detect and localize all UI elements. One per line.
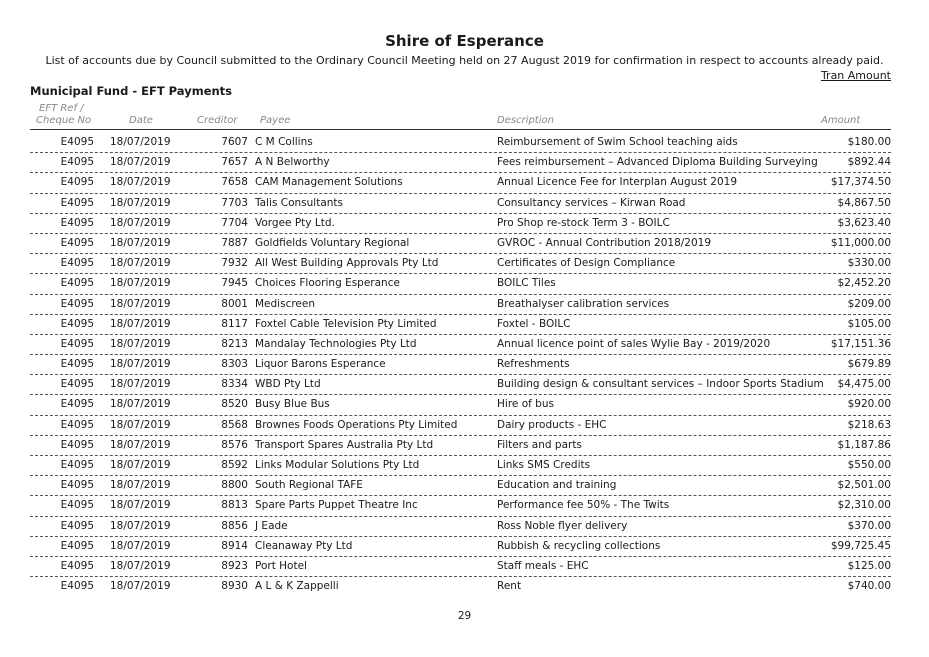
amount-cell: $370.00: [847, 519, 891, 532]
eft-ref-cell: E4095: [60, 398, 94, 411]
creditor-cell: 8800: [221, 479, 248, 492]
table-row: [30, 456, 891, 476]
payee-cell: Foxtel Cable Television Pty Limited: [255, 317, 437, 330]
payee-cell: C M Collins: [255, 136, 313, 148]
creditor-cell: 7932: [221, 257, 248, 270]
description-cell: Links SMS Credits: [497, 459, 591, 471]
creditor-cell: 8334: [221, 378, 248, 391]
description-cell: Annual Licence Fee for Interplan August 2019: [497, 176, 738, 189]
date-cell: 18/07/2019: [110, 297, 171, 310]
date-cell: 18/07/2019: [110, 559, 171, 572]
eft-ref-cell: E4095: [60, 337, 94, 350]
column-header-description: Description: [497, 115, 554, 126]
document-subtitle: List of accounts due by Council submitted to the Ordinary Council Meeting held on 27 August 2019 for confirmation in respect to accounts already paid.: [45, 54, 884, 67]
section-title: Municipal Fund - EFT Payments: [30, 84, 233, 98]
date-cell: 18/07/2019: [110, 236, 171, 249]
eft-ref-cell: E4095: [60, 539, 94, 552]
payee-cell: J Eade: [255, 519, 288, 532]
column-header-payee: Payee: [260, 115, 291, 126]
payee-cell: Liquor Barons Esperance: [255, 358, 386, 371]
amount-cell: $218.63: [847, 418, 891, 431]
payee-cell: CAM Management Solutions: [255, 176, 403, 189]
eft-ref-cell: E4095: [60, 479, 94, 492]
eft-ref-cell: E4095: [60, 236, 94, 249]
eft-ref-cell: E4095: [60, 216, 94, 229]
date-cell: 18/07/2019: [110, 418, 171, 431]
description-cell: Breathalyser calibration services: [497, 297, 670, 310]
eft-ref-cell: E4095: [60, 358, 94, 371]
date-cell: 18/07/2019: [110, 580, 171, 593]
description-cell: Certificates of Design Compliance: [497, 257, 676, 270]
date-cell: 18/07/2019: [110, 337, 171, 350]
amount-cell: $125.00: [847, 559, 891, 572]
table-row: [30, 577, 891, 597]
date-cell: 18/07/2019: [110, 539, 171, 552]
description-cell: GVROC - Annual Contribution 2018/2019: [497, 236, 712, 249]
table-row: [30, 476, 891, 496]
payee-cell: Brownes Foods Operations Pty Limited: [255, 418, 458, 431]
table-row: [30, 496, 891, 516]
description-cell: Dairy products - EHC: [497, 418, 607, 431]
creditor-cell: 8856: [221, 519, 248, 532]
amount-cell: $920.00: [847, 398, 891, 411]
description-cell: Consultancy services – Kirwan Road: [497, 196, 686, 209]
creditor-cell: 8520: [221, 398, 248, 411]
eft-ref-cell: E4095: [60, 580, 94, 593]
eft-ref-cell: E4095: [60, 459, 94, 471]
creditor-cell: 7607: [221, 136, 248, 148]
date-cell: 18/07/2019: [110, 378, 171, 391]
payee-cell: A L & K Zappelli: [255, 580, 339, 593]
date-cell: 18/07/2019: [110, 196, 171, 209]
table-row: [30, 295, 891, 315]
description-cell: Fees reimbursement – Advanced Diploma Building Surveying: [497, 156, 818, 169]
table-row: [30, 517, 891, 537]
payments-table: [30, 133, 891, 597]
creditor-cell: 8576: [221, 438, 248, 451]
creditor-cell: 8213: [221, 337, 248, 350]
description-cell: Annual licence point of sales Wylie Bay - 2019/2020: [497, 337, 771, 350]
tran-amount-heading: Tran Amount: [820, 69, 891, 82]
amount-cell: $209.00: [847, 297, 891, 310]
description-cell: Refreshments: [497, 358, 570, 371]
amount-cell: $740.00: [847, 580, 891, 593]
table-row: [30, 173, 891, 193]
column-header-ref-line1: EFT Ref /: [39, 103, 84, 114]
amount-cell: $1,187.86: [837, 438, 891, 451]
payee-cell: Talis Consultants: [255, 196, 343, 209]
amount-cell: $892.44: [847, 156, 891, 169]
creditor-cell: 8914: [221, 539, 248, 552]
amount-cell: $679.89: [847, 358, 891, 371]
eft-ref-cell: E4095: [60, 176, 94, 189]
creditor-cell: 7887: [221, 236, 248, 249]
description-cell: Building design & consultant services – Indoor Sports Stadium: [497, 378, 824, 391]
table-row: [30, 416, 891, 436]
date-cell: 18/07/2019: [110, 438, 171, 451]
amount-cell: $17,151.36: [830, 337, 891, 350]
column-header-ref-line2: Cheque No: [36, 115, 92, 126]
eft-ref-cell: E4095: [60, 257, 94, 270]
description-cell: Filters and parts: [497, 438, 582, 451]
payee-cell: South Regional TAFE: [255, 479, 363, 492]
amount-cell: $550.00: [847, 459, 891, 471]
description-cell: Staff meals - EHC: [497, 559, 589, 572]
table-row: [30, 214, 891, 234]
creditor-cell: 8568: [221, 418, 248, 431]
eft-ref-cell: E4095: [60, 499, 94, 512]
date-cell: 18/07/2019: [110, 136, 171, 148]
date-cell: 18/07/2019: [110, 257, 171, 270]
payee-cell: A N Belworthy: [255, 156, 330, 169]
creditor-cell: 8592: [221, 459, 248, 471]
creditor-cell: 8117: [221, 317, 248, 330]
date-cell: 18/07/2019: [110, 156, 171, 169]
description-cell: Rubbish & recycling collections: [497, 539, 661, 552]
creditor-cell: 8303: [221, 358, 248, 371]
eft-ref-cell: E4095: [60, 156, 94, 169]
description-cell: Reimbursement of Swim School teaching aids: [497, 136, 738, 148]
amount-cell: $2,501.00: [837, 479, 891, 492]
description-cell: Ross Noble flyer delivery: [497, 519, 628, 532]
table-row: [30, 375, 891, 395]
date-cell: 18/07/2019: [110, 176, 171, 189]
payee-cell: Busy Blue Bus: [255, 398, 330, 411]
table-row: [30, 254, 891, 274]
eft-ref-cell: E4095: [60, 378, 94, 391]
page-number: 29: [457, 610, 472, 622]
payee-cell: Mandalay Technologies Pty Ltd: [255, 337, 417, 350]
payee-cell: All West Building Approvals Pty Ltd: [255, 257, 439, 270]
description-cell: Pro Shop re-stock Term 3 - BOILC: [497, 216, 670, 229]
payee-cell: Spare Parts Puppet Theatre Inc: [255, 499, 418, 512]
date-cell: 18/07/2019: [110, 459, 171, 471]
amount-cell: $17,374.50: [830, 176, 891, 189]
amount-cell: $2,452.20: [837, 277, 891, 290]
eft-ref-cell: E4095: [60, 438, 94, 451]
description-cell: BOILC Tiles: [497, 277, 556, 290]
header-rule: [30, 129, 891, 130]
table-row: [30, 395, 891, 415]
payee-cell: Transport Spares Australia Pty Ltd: [255, 438, 434, 451]
eft-ref-cell: E4095: [60, 297, 94, 310]
eft-ref-cell: E4095: [60, 418, 94, 431]
date-cell: 18/07/2019: [110, 216, 171, 229]
date-cell: 18/07/2019: [110, 479, 171, 492]
eft-ref-cell: E4095: [60, 559, 94, 572]
amount-cell: $330.00: [847, 257, 891, 270]
payee-cell: Links Modular Solutions Pty Ltd: [255, 459, 420, 471]
date-cell: 18/07/2019: [110, 499, 171, 512]
description-cell: Education and training: [497, 479, 617, 492]
creditor-cell: 8923: [221, 559, 248, 572]
creditor-cell: 8001: [221, 297, 248, 310]
table-row: [30, 537, 891, 557]
payee-cell: Vorgee Pty Ltd.: [255, 216, 335, 229]
amount-cell: $4,475.00: [837, 378, 891, 391]
date-cell: 18/07/2019: [110, 398, 171, 411]
creditor-cell: 7704: [221, 216, 248, 229]
table-row: [30, 436, 891, 456]
table-row: [30, 133, 891, 153]
amount-cell: $11,000.00: [830, 236, 891, 249]
amount-cell: $99,725.45: [830, 539, 891, 552]
payee-cell: Choices Flooring Esperance: [255, 277, 400, 290]
table-row: [30, 355, 891, 375]
table-row: [30, 557, 891, 577]
description-cell: Rent: [497, 580, 522, 593]
column-header-date: Date: [129, 115, 153, 126]
creditor-cell: 7657: [221, 156, 248, 169]
amount-cell: $180.00: [847, 136, 891, 148]
payee-cell: Cleanaway Pty Ltd: [255, 539, 353, 552]
payee-cell: Goldfields Voluntary Regional: [255, 236, 410, 249]
amount-cell: $2,310.00: [837, 499, 891, 512]
column-header-creditor: Creditor: [197, 115, 238, 126]
table-row: [30, 153, 891, 173]
date-cell: 18/07/2019: [110, 519, 171, 532]
table-row: [30, 234, 891, 254]
amount-cell: $105.00: [847, 317, 891, 330]
column-header-amount: Amount: [821, 115, 861, 126]
creditor-cell: 7658: [221, 176, 248, 189]
eft-ref-cell: E4095: [60, 277, 94, 290]
payee-cell: Mediscreen: [255, 297, 316, 310]
creditor-cell: 7703: [221, 196, 248, 209]
table-row: [30, 274, 891, 294]
date-cell: 18/07/2019: [110, 358, 171, 371]
amount-cell: $3,623.40: [837, 216, 891, 229]
payee-cell: WBD Pty Ltd: [255, 378, 321, 391]
eft-ref-cell: E4095: [60, 136, 94, 148]
table-row: [30, 315, 891, 335]
table-row: [30, 194, 891, 214]
amount-cell: $4,867.50: [837, 196, 891, 209]
table-row: [30, 335, 891, 355]
eft-ref-cell: E4095: [60, 519, 94, 532]
document-title: Shire of Esperance: [385, 32, 544, 50]
creditor-cell: 8930: [221, 580, 248, 593]
description-cell: Foxtel - BOILC: [497, 317, 571, 330]
eft-ref-cell: E4095: [60, 196, 94, 209]
description-cell: Hire of bus: [497, 398, 554, 411]
eft-ref-cell: E4095: [60, 317, 94, 330]
creditor-cell: 8813: [221, 499, 248, 512]
creditor-cell: 7945: [221, 277, 248, 290]
date-cell: 18/07/2019: [110, 277, 171, 290]
payee-cell: Port Hotel: [255, 559, 307, 572]
description-cell: Performance fee 50% - The Twits: [497, 499, 670, 512]
date-cell: 18/07/2019: [110, 317, 171, 330]
